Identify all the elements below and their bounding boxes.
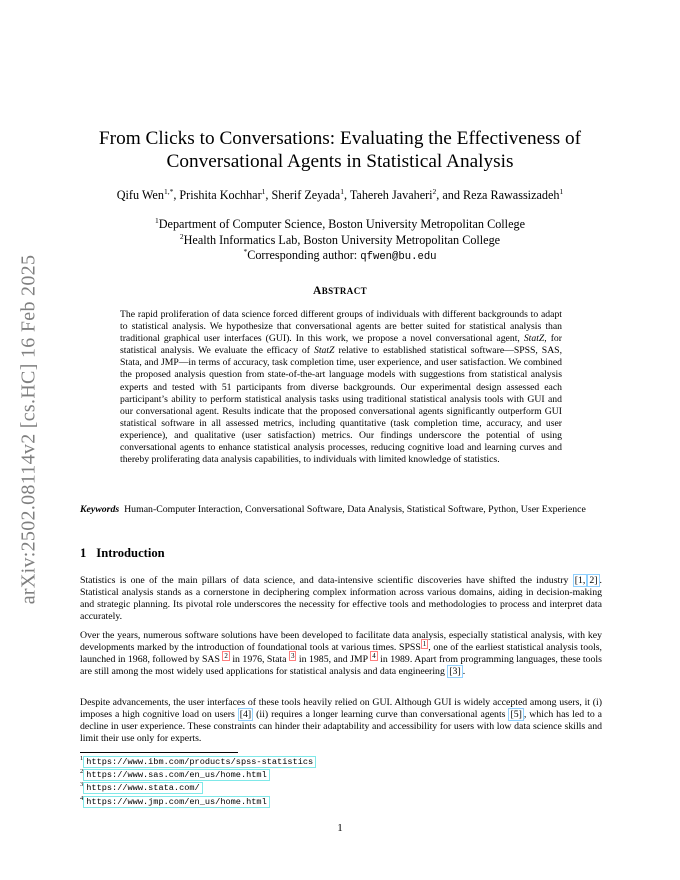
author: Reza Rawassizadeh$^1$: [463, 186, 564, 202]
keywords-label: Keywords: [80, 504, 120, 515]
citation-link[interactable]: [4]: [239, 709, 252, 721]
affiliation-1: $^1$Department of Computer Science, Boston University Metropolitan College: [155, 215, 525, 231]
section-heading: 1 Introduction: [80, 546, 165, 560]
footnote-link[interactable]: 1: [422, 639, 427, 648]
footnote-link[interactable]: 2: [224, 651, 228, 660]
footnote-url[interactable]: https://www.sas.com/en_us/home.html: [83, 769, 270, 781]
intro-paragraph-3: Despite advancements, the user interfaces of these tools heavily relied on GUI. Although GUI is widely accepted among users, it (i) imposes a high cognitive load on users [4] (ii) requires a longer learning curve than conversational agents [5] , which has led to a decline in user experience. These constraints can hinder their adaptability and accessibility for users with low data science skills and limit their use only for experts.: [80, 697, 603, 745]
intro-paragraph-2: Over the years, numerous software solutions have been developed to facilitate data analysis, especially statistical analysis, with key developments marked by the introduction of foundational tools at various times. SPSS $^1$ , one of the earliest statistical analysis tools, launched in 1968, followed by SAS $^2$ in 1976, Stata $^3$ in 1985, and JMP $^4$ in 1989. Apart from programming languages, these tools are still among the most widely used applications for statistical analysis and data engineering [3] .: [80, 630, 602, 678]
citation-link[interactable]: [5]: [510, 709, 522, 721]
corresponding-email[interactable]: qfwen@bu.edu: [360, 251, 437, 263]
paper-title: [60, 128, 620, 173]
abstract-body: The rapid proliferation of data science forced different groups of individuals with different backgrounds to adapt to statistical analysis. We hypothesize that conversational agents are better suited for statistical analysis than traditional graphical user interfaces (GUI). In this work, we propose a novel conversational agent, StatZ, for statistical analysis. We evaluate the efficacy of StatZ relative to established statistical software—SPSS, SAS, Stata, and JMP—in terms of accuracy, task completion time, user experience, and user satisfaction. We combined the proposed analysis question from state-of-the-art language models with suggestions from statistical analysis experts and tested with 51 participants from diverse backgrounds. Our experimental design assessed each participant’s ability to perform statistical analysis tasks using traditional statistical analysis tools with GUI and our conversational agent. Results indicate that the proposed conversational agents significantly outperform GUI statistical software in all assessed metrics, including quantitative (task completion time, accuracy, and user experience), and qualitative (user satisfaction) metrics. Our findings underscore the potential of using conversational agents to enhance statistical analysis processes, reducing cognitive load and learning curves and thereby proliferating data analysis capabilities, to individuals with limited knowledge of statistics.: [120, 309, 562, 466]
author: Sherif Zeyada$^1$: [271, 186, 344, 202]
title-line-1: From Clicks to Conversations: Evaluating the Effectiveness of: [98, 128, 582, 149]
author: Prishita Kochhar$^1$: [179, 186, 266, 202]
footnotes: [80, 755, 316, 808]
arxiv-identifier: arXiv:2502.08114v2 [cs.HC] 16 Feb 2025: [17, 254, 40, 605]
citation-link[interactable]: 2]: [589, 575, 598, 586]
arxiv-sidebar-stamp: [14, 232, 44, 627]
footnote-item: $^4$ https://www.jmp.com/en_us/home.html: [80, 795, 316, 808]
footnote-url[interactable]: https://www.ibm.com/products/spss-statistics: [83, 756, 316, 768]
footnote-link[interactable]: 4: [372, 651, 376, 660]
footnote-url[interactable]: https://www.stata.com/: [83, 782, 202, 794]
footnote-item: $^2$ https://www.sas.com/en_us/home.html: [80, 768, 316, 781]
footnote-item: $^3$ https://www.stata.com/: [80, 781, 316, 794]
corresponding-author: *Corresponding author: qfwen@bu.edu: [243, 246, 437, 263]
footnote-link[interactable]: 3: [290, 651, 295, 660]
abstract-heading: ABSTRACT: [312, 285, 368, 297]
title-line-2: Conversational Agents in Statistical Analysis: [166, 150, 514, 172]
page-number: 1: [337, 822, 343, 834]
keywords: Keywords Human-Computer Interaction, Conversational Software, Data Analysis, Statistical Software, Python, User Experience: [80, 504, 586, 515]
author: Qifu Wen$^{1,*}$: [116, 186, 174, 202]
footnote-divider: [80, 752, 238, 753]
author: Tahereh Javaheri$^2$: [349, 186, 437, 202]
citation-link[interactable]: [1,: [574, 575, 586, 586]
footnote-item: $^1$ https://www.ibm.com/products/spss-statistics: [80, 755, 316, 768]
intro-paragraph-1: Statistics is one of the main pillars of data science, and data-intensive scientific discoveries have shifted the industry [1, 2] . Statistical analysis stands as a cornerstone in deciphering complex information across various domains, aiding in decision-making and strategic planning. Its pivotal role underscores the necessity for effective tools and methodologies to process and interpret data accurately.: [80, 575, 602, 623]
citation-link[interactable]: [3]: [449, 666, 461, 678]
footnote-url[interactable]: https://www.jmp.com/en_us/home.html: [83, 796, 270, 808]
affiliations: [60, 217, 620, 266]
author-list: Qifu Wen$^{1,*}$, Prishita Kochhar$^1$, Sherif Zeyada$^1$, Tahereh Javaheri$^2$, and Reza Rawassizadeh$^1$: [116, 186, 564, 202]
affiliation-2: $^2$Health Informatics Lab, Boston University Metropolitan College: [179, 231, 501, 247]
